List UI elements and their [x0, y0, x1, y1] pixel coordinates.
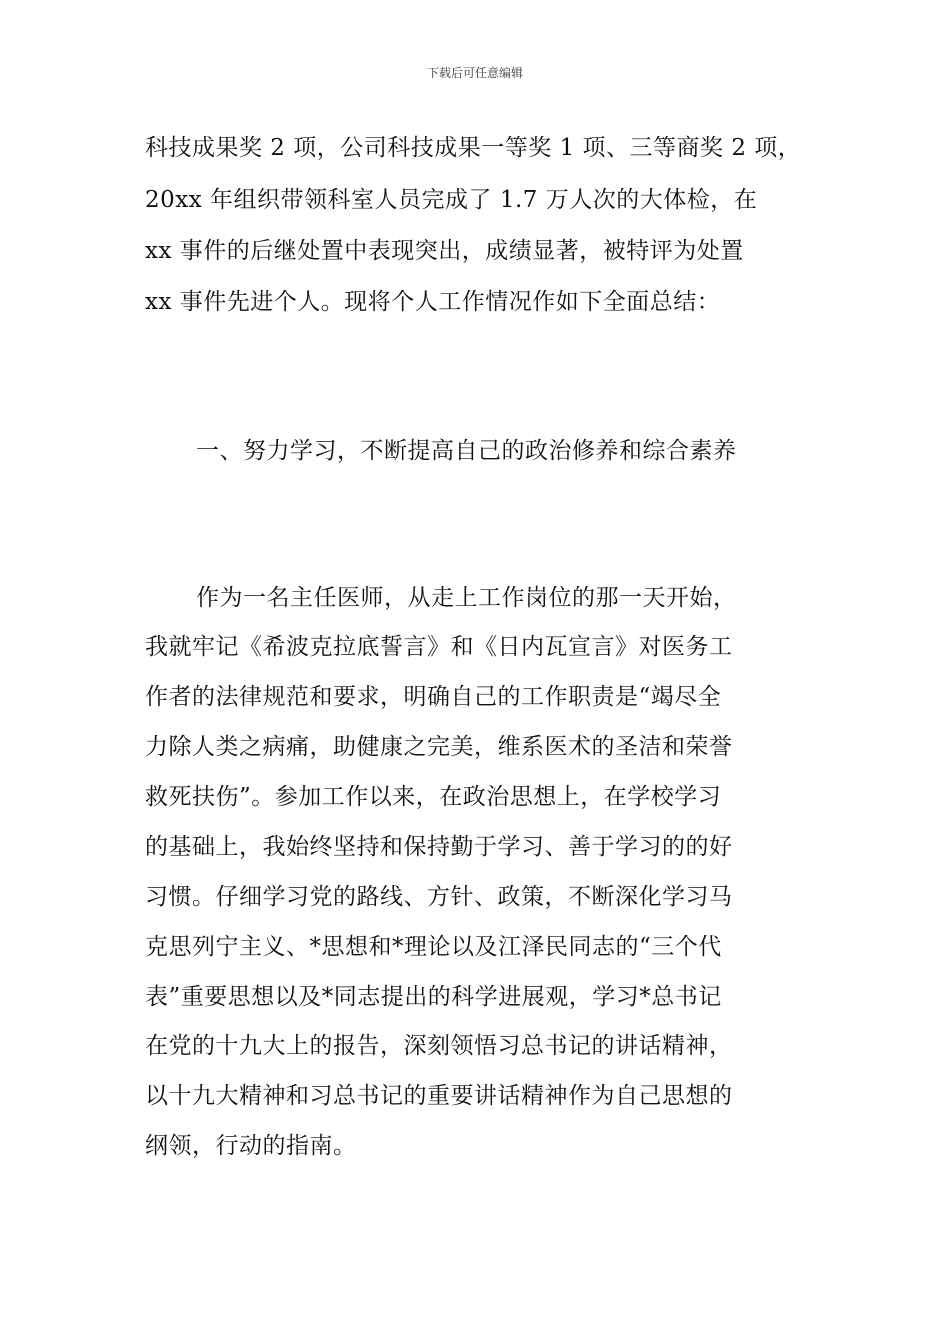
section-heading: 一、努力学习，不断提高自己的政治修养和综合素养 — [196, 438, 737, 464]
paragraph-line: 我就牢记《希波克拉底誓言》和《日内瓦宣言》对医务工 — [145, 634, 733, 660]
paragraph-line: 表”重要思想以及*同志提出的科学进展观，学习*总书记 — [145, 984, 722, 1010]
paragraph-line: 克思列宁主义、*思想和*理论以及江泽民同志的“三个代 — [145, 934, 722, 960]
paragraph-line: 习惯。仔细学习党的路线、方针、政策，不断深化学习马 — [145, 884, 733, 910]
paragraph-line: 科技成果奖 2 项，公司科技成果一等奖 1 项、三等商奖 2 项， — [145, 135, 802, 161]
paragraph-line: 以十九大精神和习总书记的重要讲话精神作为自己思想的 — [145, 1083, 733, 1109]
paragraph-line: 作为一名主任医师，从走上工作岗位的那一天开始， — [196, 585, 737, 611]
paragraph-line: xx 事件的后继处置中表现突出，成绩显著，被特评为处置 — [145, 238, 744, 264]
paragraph-line: xx 事件先进个人。现将个人工作情况作如下全面总结： — [145, 289, 721, 315]
paragraph-line: 力除人类之病痛，助健康之完美，维系医术的圣洁和荣誉 — [145, 734, 733, 760]
paragraph-line: 的基础上，我始终坚持和保持勤于学习、善于学习的的好 — [145, 834, 733, 860]
paragraph-line: 在党的十九大上的报告，深刻领悟习总书记的讲话精神， — [145, 1033, 733, 1059]
paragraph-line: 作者的法律规范和要求，明确自己的工作职责是“竭尽全 — [145, 684, 722, 710]
page-header: 下载后可任意编辑 — [426, 66, 523, 80]
paragraph-line: 纲领，行动的指南。 — [145, 1133, 357, 1159]
paragraph-line: 救死扶伤”。参加工作以来，在政治思想上，在学校学习 — [145, 784, 722, 810]
paragraph-line: 20xx 年组织带领科室人员完成了 1.7 万人次的大体检，在 — [145, 187, 758, 213]
